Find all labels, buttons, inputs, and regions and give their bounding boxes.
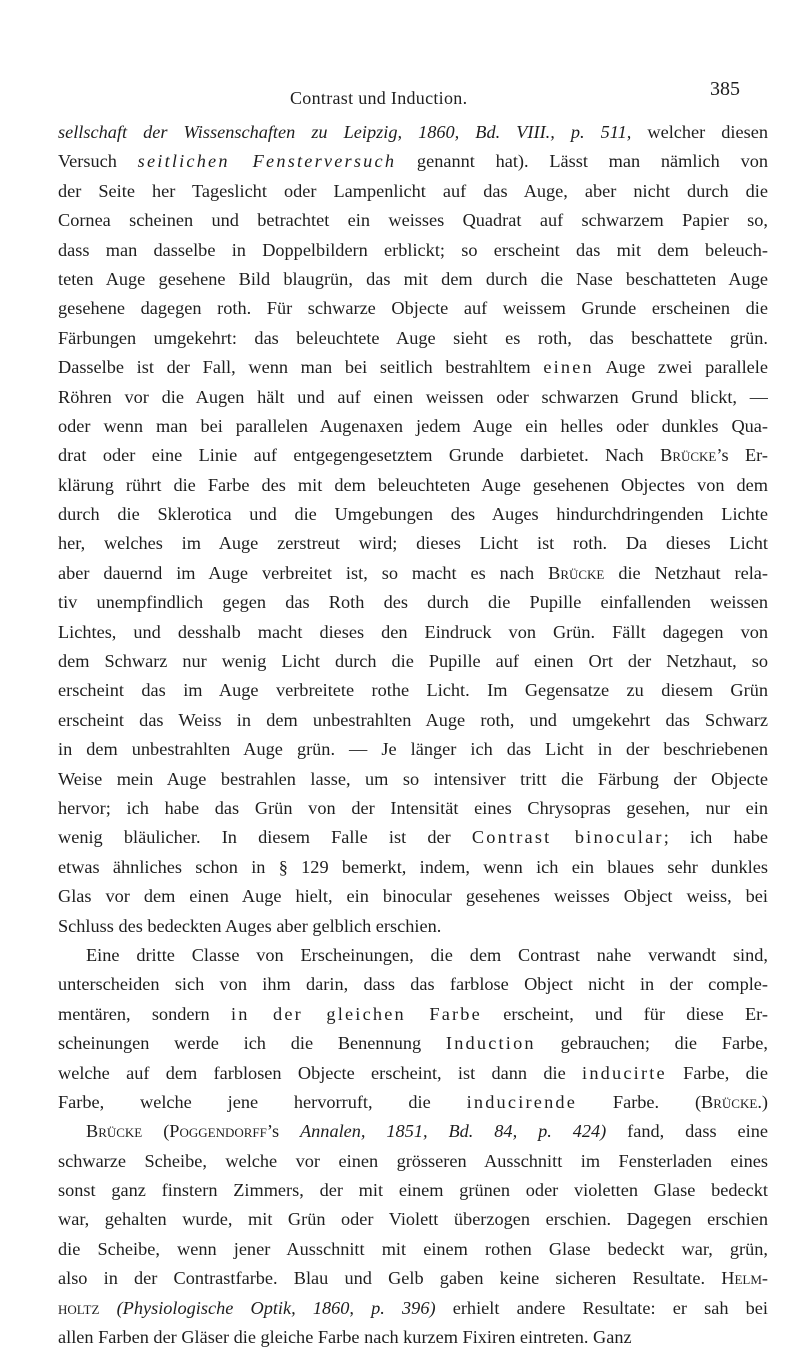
text-line — [58, 1088, 768, 1117]
text-segment: war, gehalten wurde, mit Grün oder Violett überzogen erschien. Dagegen erschien — [58, 1209, 768, 1230]
text-line — [58, 324, 768, 353]
text-line — [58, 1235, 768, 1264]
text-segment: sellschaft der Wissenschaften zu Leipzig, 1860, Bd. VIII., p. 511, — [58, 122, 632, 142]
text-line — [58, 882, 768, 911]
text-segment: gesehene dagegen roth. Für schwarze Objecte auf weissem Grunde erscheinen die — [58, 298, 768, 319]
running-header — [0, 78, 800, 108]
text-segment: erscheint, und für diese Er- — [481, 1003, 768, 1024]
text-segment: wenig bläulicher. In diesem Falle ist der — [58, 827, 472, 848]
text-line — [58, 765, 768, 794]
text-segment: ; ich habe — [663, 827, 768, 848]
text-segment: welcher diesen — [631, 122, 768, 142]
text-segment: Contrast binocular — [471, 827, 664, 848]
page-number: 385 — [710, 78, 740, 100]
text-segment: erhielt andere Resultate: er sah bei — [435, 1297, 768, 1318]
text-segment: her, welches im Auge zerstreut wird; dieses Licht ist roth. Da dieses Licht — [58, 533, 768, 554]
text-segment: Lichtes, und desshalb macht dieses den Eindruck von Grün. Fällt dagegen von — [58, 621, 768, 642]
text-segment: dem Schwarz nur wenig Licht durch die Pupille auf einen Ort der Netzhaut, so — [58, 651, 768, 672]
text-segment: Annalen, 1851, Bd. 84, p. 424) — [300, 1121, 607, 1142]
text-segment: Farbe, die — [666, 1062, 768, 1083]
text-segment: inducirte — [582, 1062, 667, 1083]
text-line — [58, 1000, 768, 1029]
text-line — [58, 794, 768, 823]
text-line — [58, 1059, 768, 1088]
text-line — [58, 647, 768, 676]
text-line — [58, 588, 768, 617]
body-text — [58, 118, 768, 1352]
text-segment: Schluss des bedeckten Auges aber gelblich erschien. — [58, 915, 442, 936]
text-line — [58, 1176, 768, 1205]
text-segment: etwas ähnliches schon in § 129 bemerkt, indem, wenn ich ein blaues sehr dunkles — [58, 856, 768, 877]
text-segment: seitlichen Fensterversuch — [137, 151, 397, 172]
text-line — [58, 118, 768, 147]
text-line — [58, 353, 768, 382]
running-title: Contrast und Induction. — [290, 88, 468, 108]
text-segment: erscheint das Weiss in dem unbestrahlten Auge roth, und umgekehrt das Schwarz — [58, 709, 768, 730]
text-segment: genannt hat). Lässt man nämlich von — [396, 151, 768, 172]
text-segment: erscheint das im Auge verbreitete rothe Licht. Im Gegensatze zu diesem Grün — [58, 680, 768, 701]
text-segment: Farbe. ( — [577, 1091, 702, 1112]
text-line — [58, 559, 768, 588]
text-segment: Eine dritte Classe von Erscheinungen, die dem Contrast nahe verwandt sind, — [86, 944, 768, 965]
text-line — [58, 294, 768, 323]
text-segment: gebrauchen; die Farbe, — [535, 1033, 768, 1054]
text-segment: hervor; ich habe das Grün von der Intensität eines Chrysopras gesehen, nur ein — [58, 797, 768, 818]
text-segment: oder wenn man bei parallelen Augenaxen jedem Auge ein helles oder dunkles Qua- — [58, 415, 768, 436]
text-segment: Induction — [445, 1033, 536, 1054]
text-line — [58, 970, 768, 999]
text-line — [58, 412, 768, 441]
text-segment: Röhren vor die Augen hält und auf einen weissen oder schwarzen Grund blickt, — — [58, 386, 768, 407]
text-segment: sonst ganz finstern Zimmers, der mit einem grünen oder violetten Glase bedeckt — [58, 1180, 768, 1201]
text-segment: ’s Er- — [716, 445, 768, 466]
text-segment: ’s — [266, 1121, 300, 1142]
text-segment: (Physiologische Optik, 1860, p. 396) — [116, 1297, 436, 1318]
text-line — [58, 441, 768, 470]
text-segment: Farbe, welche jene hervorruft, die — [58, 1091, 467, 1112]
text-segment: teten Auge gesehene Bild blaugrün, das mit dem durch die Nase beschatteten Auge — [58, 268, 768, 289]
text-line — [58, 1205, 768, 1234]
text-segment: durch die Sklerotica und die Umgebungen des Auges hindurchdringenden Lichte — [58, 504, 768, 525]
text-segment: holtz — [58, 1297, 100, 1318]
text-line — [58, 912, 768, 941]
text-line — [58, 1323, 768, 1352]
text-segment: einen — [543, 357, 594, 378]
text-segment: in der gleichen Farbe — [230, 1003, 482, 1024]
text-line — [58, 618, 768, 647]
text-line — [58, 1264, 768, 1293]
text-segment: inducirende — [466, 1091, 578, 1112]
text-segment: Brücke — [86, 1121, 143, 1142]
text-segment: Färbungen umgekehrt: das beleuchtete Auge sieht es roth, das beschattete grün. — [58, 327, 768, 348]
text-line — [58, 1147, 768, 1176]
text-line — [58, 1029, 768, 1058]
text-segment: Brücke — [548, 562, 605, 583]
text-segment: Brücke — [701, 1091, 758, 1112]
text-segment: .) — [757, 1091, 768, 1112]
text-segment: ( — [142, 1121, 170, 1142]
text-segment: Cornea scheinen und betrachtet ein weisses Quadrat auf schwarzem Papier so, — [58, 210, 768, 231]
text-segment: tiv unempfindlich gegen das Roth des durch die Pupille einfallenden weissen — [58, 592, 768, 613]
text-segment: mentären, sondern — [58, 1003, 231, 1024]
text-segment: Weise mein Auge bestrahlen lasse, um so intensiver tritt die Färbung der Objecte — [58, 768, 768, 789]
text-segment: Auge zwei parallele — [593, 357, 768, 378]
text-segment: Glas vor dem einen Auge hielt, ein binocular gesehenes weisses Object weiss, bei — [58, 886, 768, 907]
text-segment: Brücke — [660, 445, 717, 466]
text-segment: dass man dasselbe in Doppelbildern erblickt; so erscheint das mit dem beleuch- — [58, 239, 768, 260]
text-line — [58, 265, 768, 294]
text-line — [58, 706, 768, 735]
text-line — [58, 529, 768, 558]
text-line — [58, 1117, 768, 1146]
text-line — [58, 941, 768, 970]
text-segment: aber dauernd im Auge verbreitet ist, so macht es nach — [58, 562, 549, 583]
text-line — [58, 147, 768, 176]
text-line — [58, 853, 768, 882]
text-line — [58, 735, 768, 764]
text-segment: klärung rührt die Farbe des mit dem beleuchteten Auge gesehenen Objectes von dem — [58, 474, 768, 495]
text-segment: der Seite her Tageslicht oder Lampenlicht auf das Auge, aber nicht durch die — [58, 180, 768, 201]
text-segment: Versuch — [58, 151, 138, 172]
text-line — [58, 236, 768, 265]
text-segment: scheinungen werde ich die Benennung — [58, 1033, 446, 1054]
text-line — [58, 206, 768, 235]
text-line — [58, 500, 768, 529]
text-line — [58, 1294, 768, 1323]
text-line — [58, 676, 768, 705]
text-segment: die Scheibe, wenn jener Ausschnitt mit einem rothen Glase bedeckt war, grün, — [58, 1238, 768, 1259]
text-segment: schwarze Scheibe, welche vor einen grösseren Ausschnitt im Fensterladen eines — [58, 1150, 768, 1171]
text-segment: fand, dass eine — [606, 1121, 768, 1142]
text-line — [58, 471, 768, 500]
text-segment: die Netzhaut rela- — [604, 562, 768, 583]
text-segment: in dem unbestrahlten Auge grün. — Je länger ich das Licht in der beschriebenen — [58, 739, 768, 760]
text-segment: Poggendorff — [169, 1121, 267, 1142]
text-segment: Helm- — [721, 1268, 768, 1289]
text-segment: also in der Contrastfarbe. Blau und Gelb gaben keine sicheren Resultate. — [58, 1268, 722, 1289]
text-segment: unterscheiden sich von ihm darin, dass das farblose Object nicht in der comple- — [58, 974, 768, 995]
text-line — [58, 383, 768, 412]
text-segment: allen Farben der Gläser die gleiche Farbe nach kurzem Fixiren eintreten. Ganz — [58, 1327, 632, 1348]
text-segment — [99, 1298, 116, 1318]
text-segment: Dasselbe ist der Fall, wenn man bei seitlich bestrahltem — [58, 357, 544, 378]
text-line — [58, 823, 768, 852]
text-line — [58, 177, 768, 206]
text-segment: welche auf dem farblosen Objecte erscheint, ist dann die — [58, 1062, 583, 1083]
text-segment: drat oder eine Linie auf entgegengesetztem Grunde darbietet. Nach — [58, 445, 661, 466]
